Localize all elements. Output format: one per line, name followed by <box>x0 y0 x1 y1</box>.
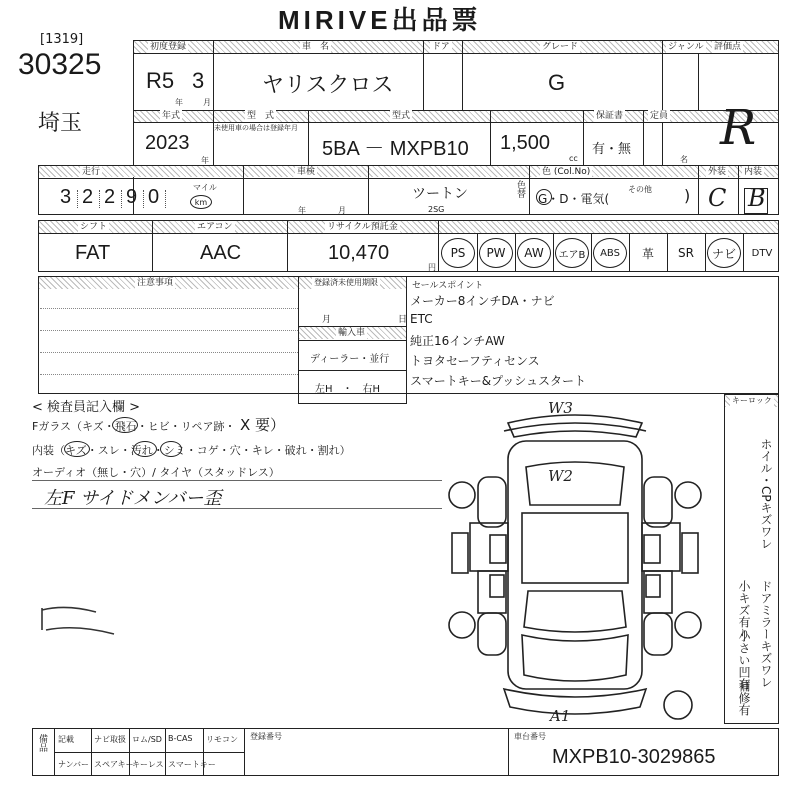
label-genre: ジャンル <box>668 42 704 52</box>
footer-item: リモコン <box>206 735 238 744</box>
audio-line: オーディオ（無し・穴）/ タイヤ（スタッドレス） <box>32 466 280 479</box>
label-capacity: 定員 <box>650 111 669 121</box>
aircon-value: AAC <box>200 242 242 264</box>
mileage-digit: 0 <box>148 186 160 208</box>
label-exterior: 外装 <box>708 167 727 177</box>
mileage-digit: 2 <box>104 186 116 208</box>
label-chassis: 車台番号 <box>514 732 546 741</box>
scribble-mark <box>36 600 126 640</box>
label-evaluation: 評価点 <box>714 42 742 52</box>
note-small-scratch: 小キズ有り <box>737 580 751 640</box>
footer-item: ナンバー <box>58 760 90 769</box>
footer-item: スペアキー <box>94 760 134 769</box>
car-name-value: ヤリスクロス <box>262 73 394 98</box>
fuel-type: G・D・電気( <box>538 192 610 206</box>
label-reg-expiry: 登録済未使用期限 <box>314 278 378 287</box>
label-reg-no: 登録番号 <box>250 732 282 741</box>
equipment-4: ABS <box>593 238 627 268</box>
interior-grade: B <box>748 184 766 212</box>
equipment-5: 革 <box>641 246 654 261</box>
note-repaired: 補修有 <box>737 680 751 716</box>
glass-line: Fガラス（キズ・飛石・ヒビ・リペア跡・ <box>32 420 236 433</box>
exterior-grade: C <box>708 184 727 212</box>
label-car-name: 車 名 <box>302 42 330 52</box>
label-grade: グレード <box>542 42 579 52</box>
color-code: 2SG <box>428 205 445 214</box>
evaluation-value: R <box>720 100 757 156</box>
form-title: MIRIVE出品票 <box>278 5 482 35</box>
interior-line: 内装（キズ・スレ・汚れ・シミ・コゲ・穴・キレ・破れ・割れ） <box>32 444 351 457</box>
shift-value: FAT <box>75 242 111 264</box>
km-mark: km <box>190 195 212 209</box>
sales-point-item: ETC <box>410 312 433 326</box>
lot-bracket: [1319] <box>40 32 84 47</box>
label-interior: 内装 <box>744 167 763 177</box>
recycle-value: 10,470 <box>328 242 390 264</box>
note-wheel: ホイル・CPキズワレ <box>759 438 773 550</box>
warranty-value: 有・無 <box>592 142 632 157</box>
year-value: 2023 <box>145 132 190 154</box>
equipment-1: PW <box>479 238 513 268</box>
label-door: ドア <box>432 42 450 52</box>
mileage-digit: 2 <box>82 186 94 208</box>
label-sales-points: セールスポイント <box>412 281 484 291</box>
label-mileage: 走行 <box>82 167 101 177</box>
note-mirror: ドアミラーキズワレ <box>759 580 773 688</box>
era-value: R5 <box>146 68 175 93</box>
label-year: 年式 <box>162 111 181 121</box>
mark-w3: W3 <box>548 399 573 417</box>
model-value: 5BA － MXPB10 <box>322 138 469 160</box>
equipment-0: PS <box>441 238 475 268</box>
handwritten-note: 左F サイドメンバー歪 <box>44 488 222 509</box>
mark-w2: W2 <box>548 467 573 485</box>
sales-point-item: トヨタセーフティセンス <box>410 354 540 368</box>
region: 埼玉 <box>38 111 83 136</box>
mileage-digit: 9 <box>126 186 138 208</box>
label-warranty: 保証書 <box>596 111 624 121</box>
label-model-type: 型式 <box>392 111 411 121</box>
grade-value: G <box>548 70 566 95</box>
mark-a1: A1 <box>550 707 571 725</box>
label-shift: シフト <box>80 222 108 232</box>
displacement-value: 1,500 <box>500 132 551 154</box>
footer-item: 記載 <box>58 735 74 744</box>
dealer-option: ディーラー・並行 <box>310 354 390 365</box>
label-aircon: エアコン <box>197 222 233 232</box>
month-value: 3 <box>192 68 205 93</box>
label-recycle: リサイクル預託金 <box>327 222 398 232</box>
label-inspection: 車検 <box>297 167 316 177</box>
label-model: 型 式 <box>247 111 275 121</box>
equipment-7: ナビ <box>707 238 741 268</box>
sales-point-item: 純正16インチAW <box>410 334 505 348</box>
lot-number: 30325 <box>18 48 102 81</box>
equipment-8: DTV <box>751 247 773 259</box>
equipment-6: SR <box>678 246 694 260</box>
label-import: 輸入車 <box>338 328 366 338</box>
footer-item: キーレス <box>132 760 164 769</box>
color-name: ツートン <box>412 186 468 202</box>
sales-point-item: メーカー8インチDA・ナビ <box>410 294 555 308</box>
footer-item: スマートキー <box>168 760 216 769</box>
footer-item: B-CAS <box>168 734 193 743</box>
handle-option: 左H ・ 右H <box>315 384 381 395</box>
footer-side-label: 備品 <box>37 734 47 752</box>
footer-item: ナビ取扱 <box>94 735 126 744</box>
unused-note: 未使用車の場合は登録年月 <box>214 124 298 132</box>
label-color: 色 (Col.No) <box>542 167 591 177</box>
footer-item: ロム/SD <box>132 735 162 744</box>
car-damage-diagram <box>430 395 720 725</box>
mileage-digit: 3 <box>60 186 72 208</box>
label-first-reg: 初度登録 <box>150 42 187 52</box>
label-notes: 注意事項 <box>137 278 174 288</box>
equipment-2: AW <box>517 238 551 268</box>
inspector-heading: < 検査員記入欄 > <box>32 400 141 415</box>
glass-mark: X 要） <box>240 416 286 434</box>
note-small-dent: 小さい凹有 <box>737 630 751 690</box>
sales-point-item: スマートキー&プッシュスタート <box>410 374 587 388</box>
chassis-number: MXPB10-3029865 <box>552 746 716 768</box>
label-keyrock: キーロック <box>732 396 772 405</box>
equipment-3: エアB <box>555 238 589 268</box>
